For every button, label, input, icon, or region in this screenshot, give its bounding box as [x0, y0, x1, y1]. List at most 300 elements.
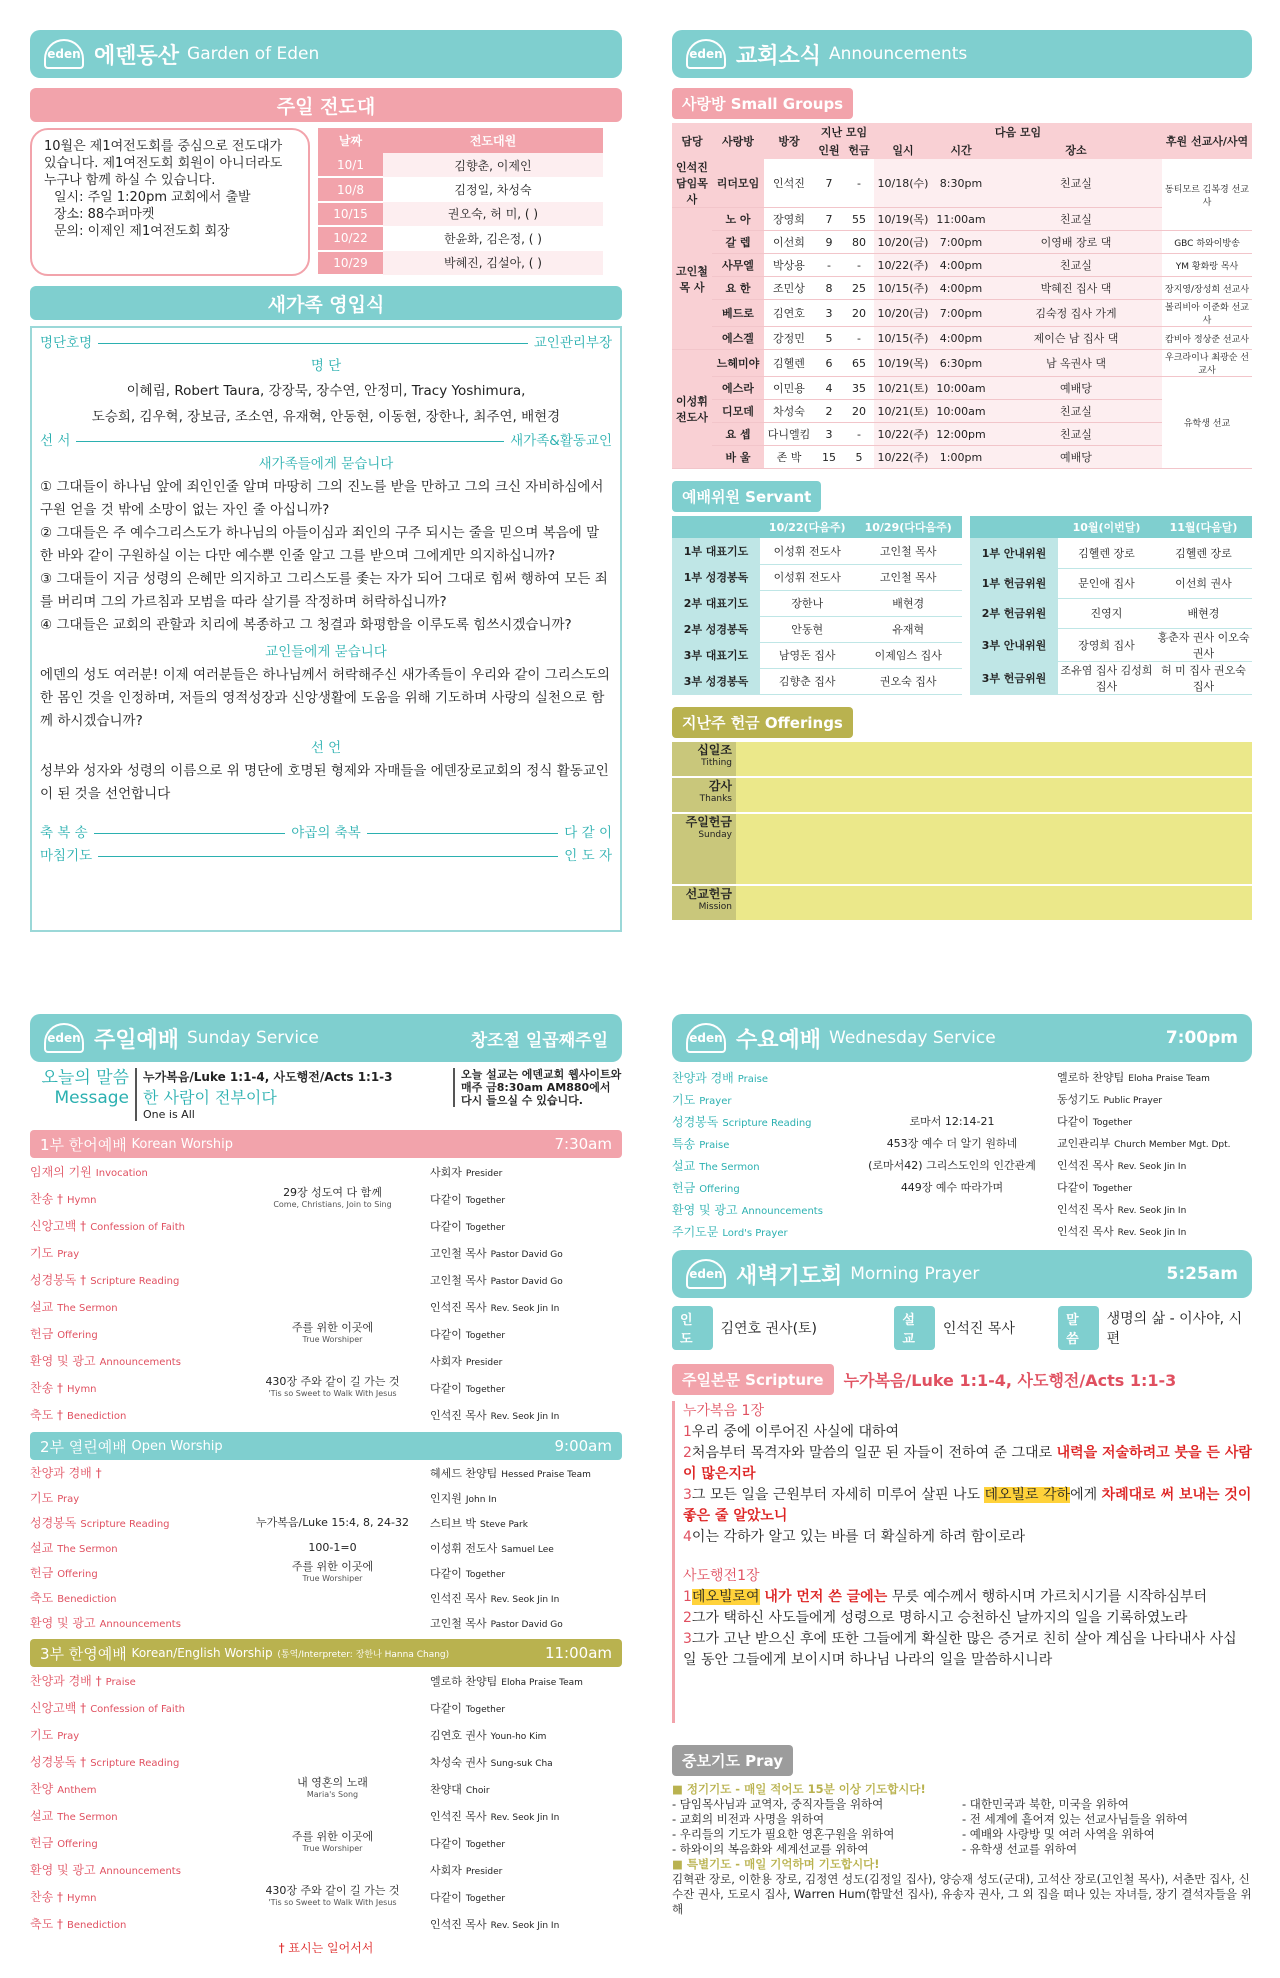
worship-person	[430, 1490, 622, 1506]
worship-person	[430, 1727, 622, 1743]
worship-item-kr: 성경봉독 †	[30, 1273, 87, 1287]
worship-item	[30, 1564, 235, 1581]
worship-person-en: Rev. Seok Jin In	[490, 1594, 560, 1605]
worship-person-kr: 인석진 목사	[430, 1591, 487, 1605]
announcements-section	[672, 30, 1252, 922]
wed-item-kr: 환영 및 광고	[672, 1202, 738, 1217]
groups-cell: 6	[825, 356, 833, 370]
worship-row	[30, 1829, 622, 1856]
verse-text: 그가 택하신 사도들에게 성령으로 명하시고 승천하신 날까지의 일을 기록하였노라	[691, 1610, 1188, 1626]
wed-item	[672, 1113, 847, 1130]
worship-item-kr: 찬양	[30, 1782, 54, 1796]
worship-detail-en: Come, Christians, Join to Sing	[273, 1199, 392, 1209]
offer-label	[672, 886, 736, 920]
groups-cell: 10/21(토)	[874, 377, 932, 400]
worship-person-kr: 다같이	[430, 1219, 462, 1233]
worship-item-en: Confession of Faith	[90, 1704, 185, 1715]
servant-cell: 1부 안내위원	[970, 538, 1058, 568]
sunday-service-section	[30, 1014, 622, 1956]
groups-sponsor: GBC 하와이방송	[1174, 238, 1240, 249]
worship-item-kr: 신앙고백 †	[30, 1701, 87, 1715]
scripture-book-1: 누가복음 1장	[683, 1403, 764, 1419]
worship-person	[430, 1515, 622, 1531]
wed-item-kr: 찬양과 경배	[672, 1070, 734, 1085]
worship-item-en: Benediction	[67, 1411, 127, 1422]
acts-verse-2	[683, 1608, 1252, 1629]
groups-cell: 5	[855, 450, 863, 464]
sunday-title-en: Sunday Service	[187, 1028, 319, 1048]
verse-highlight: 차례대로 써 보내는 것이 좋은 줄 알았노니	[683, 1487, 1252, 1524]
servant-cell: 홍춘자 권사 이오숙 권사	[1157, 630, 1250, 660]
wed-detail: 로마서 12:14-21	[909, 1115, 995, 1128]
groups-cell: 에스라	[712, 377, 764, 400]
worship-item-en: Pray	[57, 1249, 80, 1260]
offer-value	[736, 742, 1252, 776]
verse-number: 4	[683, 1529, 692, 1545]
worship-person-kr: 다같이	[430, 1192, 462, 1206]
servant-cell: 2부 헌금위원	[970, 598, 1058, 628]
groups-cell: 10/22(주)	[874, 446, 932, 469]
worship-person	[430, 1218, 622, 1234]
newfam-right-2: 새가족&활동교인	[510, 433, 612, 449]
worship-person	[430, 1245, 622, 1261]
worship-row	[30, 1485, 622, 1510]
worship-item	[30, 1589, 235, 1606]
w2-en: Open Worship	[131, 1438, 223, 1454]
worship-item-en: Offering	[57, 1839, 98, 1850]
groups-cell: 10/18(수)	[874, 159, 932, 208]
dawn-title-kr: 새벽기도회	[736, 1263, 843, 1289]
scripture-ref: 누가복음/Luke 1:1-4, 사도행전/Acts 1:1-3	[843, 1371, 1177, 1390]
worship-item-en: Pray	[57, 1731, 80, 1742]
w2-list	[30, 1460, 622, 1635]
groups-cell: 친교실	[990, 159, 1162, 208]
wed-person	[1057, 1069, 1252, 1085]
wed-person-en: Rev. Seok Jin In	[1117, 1206, 1187, 1216]
worship-item	[30, 1298, 235, 1315]
worship-person-kr: 사회자	[430, 1165, 462, 1179]
verse-text: 처음부터 목격자와 말씀의 일꾼 된 자들이 전하여 준 그대로	[691, 1445, 1057, 1461]
worship-detail-kr: 430장 주와 같이 길 가는 것	[265, 1883, 400, 1897]
worship-item	[30, 1672, 235, 1689]
newfam-q2: 에덴의 성도 여러분! 이제 여러분들은 하나님께서 허락해주신 새가족들이 우리와 같이 그리스도의 한 몸인 것을 인정하며, 저들의 영적성장과 신앙생활에 도움을 위해 기도하며 사랑의 실천으로 함께 하시겠습니까?	[40, 667, 610, 729]
worship-row	[30, 1293, 622, 1320]
wed-item-kr: 주기도문	[672, 1224, 719, 1239]
dawn-label-word: 말씀	[1058, 1306, 1099, 1350]
worship-person-en: Choir	[465, 1785, 490, 1796]
newfam-label-1: 명단호명	[40, 335, 93, 351]
wed-header	[672, 1014, 1252, 1062]
servant-row	[970, 538, 1252, 568]
worship-detail-en: True Worshiper	[302, 1334, 363, 1344]
wed-detail: 449장 예수 따라가며	[900, 1181, 1004, 1194]
worship-detail-en: 'Tis so Sweet to Walk With Jesus	[268, 1897, 397, 1907]
newfam-footer-l2: 마침기도	[40, 848, 93, 864]
wed-person-kr: 인석진 목사	[1057, 1203, 1114, 1216]
worship-detail-kr: 29장 성도여 다 함께	[283, 1185, 382, 1199]
servant-row	[672, 590, 962, 616]
servant-h-after: 10/29(다다음주)	[864, 521, 952, 534]
groups-sponsor: 동티모르 김복경 선교사	[1165, 184, 1249, 208]
dawn-lead: 김연호 권사(토)	[720, 1321, 818, 1337]
groups-cell: 3	[825, 427, 833, 441]
worship-item-kr: 헌금	[30, 1327, 54, 1341]
worship-item-en: Benediction	[57, 1594, 117, 1605]
offer-row	[672, 742, 1252, 778]
weekday-section	[672, 1014, 1252, 1917]
wed-person-en: Eloha Praise Team	[1128, 1074, 1210, 1084]
wed-row	[672, 1110, 1252, 1132]
worship-item-kr: 기도	[30, 1246, 54, 1260]
worship-person	[430, 1191, 622, 1207]
servant-title: 예배위원 Servant	[672, 481, 821, 512]
groups-cell: 요 한	[712, 277, 764, 300]
groups-h-last: 지난 모임	[820, 126, 868, 139]
groups-sponsor: 장지영/장성희 선교사	[1164, 284, 1250, 295]
worship-item-en: Anthem	[57, 1785, 97, 1796]
newfam-question: ③ 그대들이 지금 성령의 은혜만 의지하고 그리스도를 좇는 자가 되어 그대로 힘써 행하여 모든 죄를 버리며 그의 가르침과 모범을 따라 살기를 작정하며 허락하십니까?	[40, 571, 608, 610]
wed-list	[672, 1066, 1252, 1242]
worship-person	[430, 1835, 622, 1851]
newfam-q3-title: 선 언	[310, 740, 342, 756]
servant-cell: 3부 안내위원	[970, 628, 1058, 661]
worship-person-kr: 다같이	[430, 1836, 462, 1850]
worship-row	[30, 1212, 622, 1239]
worship-person	[430, 1754, 622, 1770]
worship-detail-kr: 주를 위한 이곳에	[291, 1829, 374, 1843]
newfam-sub-list: 명 단	[310, 358, 342, 374]
groups-sponsor: 캄비아 정상준 선교사	[1165, 334, 1249, 345]
garden-of-eden-section	[30, 30, 622, 932]
worship-person-kr: 고인철 목사	[430, 1273, 487, 1287]
worship-person-en: Pastor David Go	[490, 1619, 563, 1630]
groups-cell: 리더모임	[712, 159, 764, 208]
worship-row	[30, 1883, 622, 1910]
scripture-header	[672, 1364, 1252, 1395]
worship-person-kr: 인석진 목사	[430, 1408, 487, 1422]
worship-person-en: Presider	[465, 1866, 503, 1877]
wed-item-kr: 기도	[672, 1092, 696, 1107]
worship-item-en: Scripture Reading	[90, 1276, 180, 1287]
worship-item-kr: 축도	[30, 1591, 54, 1605]
groups-cell: 느헤미야	[712, 350, 764, 377]
worship-row	[30, 1460, 622, 1485]
worship-person	[430, 1465, 622, 1481]
worship-item	[30, 1514, 235, 1531]
servant-cell: 1부 성경봉독	[672, 564, 760, 590]
message-sub: One is All	[143, 1108, 195, 1121]
worship-item-kr: 찬송 †	[30, 1192, 63, 1206]
verse-number: 2	[683, 1445, 692, 1461]
worship-detail-en: Maria's Song	[306, 1789, 359, 1799]
worship-detail-kr: 100-1=0	[308, 1540, 357, 1554]
acts-verse-3	[683, 1629, 1252, 1671]
groups-cell: 65	[852, 356, 866, 370]
wed-item	[672, 1069, 847, 1086]
groups-row	[672, 159, 1252, 208]
worship-person-en: Sung-suk Cha	[490, 1758, 553, 1769]
servant-row	[970, 661, 1252, 694]
w1-time: 7:30am	[554, 1135, 612, 1153]
groups-cell: 에스겔	[712, 327, 764, 350]
worship-person-en: Rev. Seok Jin In	[490, 1411, 560, 1422]
worship-detail	[235, 1561, 430, 1585]
evangel-row	[318, 202, 603, 226]
evangel-date: 10/1	[318, 153, 383, 177]
worship-row	[30, 1185, 622, 1212]
groups-cell: 이민용	[773, 382, 805, 395]
worship-person-en: Rev. Seok Jin In	[490, 1812, 560, 1823]
newfam-footer-l1: 축 복 송	[40, 825, 88, 841]
groups-cell: 친교실	[990, 423, 1162, 446]
worship-detail	[235, 1517, 430, 1529]
worship-detail-en: True Worshiper	[302, 1573, 363, 1583]
groups-table	[672, 123, 1252, 469]
groups-cell: 35	[852, 381, 866, 395]
sunday-title-kr: 주일예배	[94, 1027, 180, 1053]
servant-cell: 고인철 목사	[879, 571, 937, 584]
servant-h-next: 10/22(다음주)	[768, 521, 846, 534]
worship-person-en: Youn-ho Kim	[490, 1731, 547, 1742]
worship-item-en: Hymn	[67, 1195, 97, 1206]
servant-row	[672, 642, 962, 668]
worship-detail	[235, 1885, 430, 1909]
worship-person-kr: 찬양대	[430, 1782, 462, 1796]
groups-cell: 10/20(금)	[874, 231, 932, 254]
w1-title: 1부 한어예배	[40, 1135, 127, 1154]
wed-person-en: Together	[1092, 1184, 1133, 1194]
worship-item-en: The Sermon	[57, 1544, 118, 1555]
worship-row	[30, 1239, 622, 1266]
wed-person-kr: 다같이	[1057, 1115, 1089, 1128]
groups-cell: 차성숙	[773, 405, 805, 418]
worship-person-kr: 다같이	[430, 1381, 462, 1395]
sunday-season: 창조절 일곱째주일	[470, 1030, 608, 1051]
groups-cell: 15	[822, 450, 836, 464]
wed-detail: 453장 예수 더 알기 원하네	[886, 1137, 1018, 1150]
worship-person	[430, 1673, 622, 1689]
groups-cell: 10/20(금)	[874, 300, 932, 327]
w3-en: Korean/English Worship	[131, 1646, 273, 1660]
worship-item-en: Pray	[57, 1494, 80, 1505]
groups-cell: 10/19(목)	[874, 208, 932, 231]
worship-item-en: Announcements	[99, 1357, 181, 1368]
groups-cell: 10/22(주)	[874, 423, 932, 446]
worship-row	[30, 1560, 622, 1585]
evangel-date: 10/8	[318, 177, 383, 201]
message-label-en: Message	[54, 1088, 129, 1108]
wed-person	[1057, 1179, 1252, 1195]
groups-cell: 4:00pm	[932, 254, 990, 277]
wed-item	[672, 1157, 847, 1174]
worship-person	[430, 1272, 622, 1288]
wed-row	[672, 1154, 1252, 1176]
sunday-logo-icon: eden	[44, 1023, 84, 1053]
groups-cell: 김숙정 집사 가게	[990, 300, 1162, 327]
groups-cell: 친교실	[990, 400, 1162, 423]
servant-cell: 1부 헌금위원	[970, 568, 1058, 598]
worship-detail	[235, 1187, 430, 1211]
groups-cell: 김연호	[773, 307, 805, 320]
wed-item-kr: 설교	[672, 1158, 696, 1173]
verse-number: 2	[683, 1610, 692, 1626]
worship-item-en: Praise	[105, 1677, 136, 1688]
scripture-text	[672, 1401, 1252, 1723]
wed-item	[672, 1135, 847, 1152]
servant-cell: 김혤렌 장로	[1078, 546, 1135, 560]
newfam-footer-m1: 야곱의 축복	[291, 825, 361, 841]
groups-sponsor: 우크라이나 최광순 선교사	[1165, 353, 1249, 376]
ann-logo-icon: eden	[686, 39, 726, 69]
worship-item	[30, 1807, 235, 1824]
evangel-members: 김향춘, 이제인	[383, 153, 603, 177]
worship-item	[30, 1699, 235, 1716]
servant-cell: 2부 성경봉독	[672, 616, 760, 642]
worship-row	[30, 1856, 622, 1883]
groups-cell: 5	[825, 331, 833, 345]
evangel-row	[318, 251, 603, 275]
servant-cell: 배현경	[892, 597, 925, 610]
worship-person-en: Together	[465, 1195, 506, 1206]
worship-person-kr: 다같이	[430, 1566, 462, 1580]
worship-person-kr: 고인철 목사	[430, 1616, 487, 1630]
newfam-title: 새가족 영입식	[30, 286, 622, 320]
worship-person-kr: 인석진 목사	[430, 1917, 487, 1931]
servant-cell: 김혤렌 장로	[1175, 546, 1232, 560]
groups-cell: 7:00pm	[932, 300, 990, 327]
worship-person-en: Together	[465, 1893, 506, 1904]
groups-title: 사랑방 Small Groups	[672, 88, 853, 119]
wed-person-en: Together	[1092, 1118, 1133, 1128]
groups-cell: 2	[825, 404, 833, 418]
pray-special-list: 김혁관 장로, 이한용 장로, 김정연 성도(김정일 집사), 양승재 성도(군대), 고석산 장로(고인철 목사), 서춘만 집사, 신수잔 권사, 도로시 집사, Warren Hum(함말선 집사), 유송자 권사, 그 외 집을 떠나 있는 자녀들, 장기 결석자들을 위해	[672, 1872, 1252, 1916]
groups-cell: 10/15(주)	[874, 277, 932, 300]
worship-person-kr: 이성휘 전도사	[430, 1541, 498, 1555]
groups-cell: 노 아	[712, 208, 764, 231]
worship-item	[30, 1726, 235, 1743]
worship-item-en: Invocation	[95, 1168, 148, 1179]
pray-item: - 대한민국과 북한, 미국을 위하여	[962, 1797, 1129, 1811]
verse-text: 에게	[1070, 1487, 1102, 1503]
groups-cell: 요 셉	[712, 423, 764, 446]
worship-person-kr: 다같이	[430, 1890, 462, 1904]
w3-list	[30, 1667, 622, 1937]
worship-person-en: Together	[465, 1704, 506, 1715]
evangel-members: 권오숙, 허 미, ( )	[383, 202, 603, 226]
offer-label-kr: 선교헌금	[685, 886, 732, 901]
wed-item	[672, 1179, 847, 1196]
groups-cell: 8:30pm	[932, 159, 990, 208]
newfam-box	[30, 326, 622, 932]
evangel-date: 10/29	[318, 251, 383, 275]
groups-row	[672, 377, 1252, 400]
worship-person	[430, 1615, 622, 1631]
wed-person-en: Rev. Seok Jin In	[1117, 1228, 1187, 1238]
worship-item	[30, 1614, 235, 1631]
servant-h-next-month: 11월(다음달)	[1169, 521, 1238, 534]
wed-person-en: Rev. Seok Jin In	[1117, 1162, 1187, 1172]
servant-row	[672, 538, 962, 564]
worship-item	[30, 1915, 235, 1932]
evangel-info	[30, 128, 310, 276]
worship-item	[30, 1464, 235, 1481]
pray-item: - 하와이의 복음화와 세계선교를 위하여	[672, 1842, 869, 1856]
servant-cell: 조유염 집사 김성희 집사	[1060, 663, 1153, 693]
wed-person-kr: 동성기도	[1057, 1093, 1100, 1106]
worship-person	[430, 1407, 622, 1423]
worship-person-kr: 다같이	[430, 1327, 462, 1341]
worship-person-en: Together	[465, 1384, 506, 1395]
worship-detail	[235, 1831, 430, 1855]
newfam-footer-r1: 다 같 이	[564, 825, 612, 841]
worship-person-kr: 사회자	[430, 1354, 462, 1368]
groups-cell: 갈 렙	[712, 231, 764, 254]
message-box	[30, 1068, 622, 1124]
worship-person-en: Rev. Seok Jin In	[490, 1303, 560, 1314]
pray-list-right	[962, 1797, 1188, 1857]
worship-item	[30, 1834, 235, 1851]
groups-cell: 10/15(주)	[874, 327, 932, 350]
worship-row	[30, 1802, 622, 1829]
wed-item	[672, 1091, 847, 1108]
wed-item-en: Praise	[737, 1073, 769, 1085]
groups-cell: 4:00pm	[932, 327, 990, 350]
worship-person-en: Together	[465, 1569, 506, 1580]
pray-item: - 우리들의 기도가 필요한 영혼구원을 위하여	[672, 1827, 895, 1841]
wed-item-kr: 특송	[672, 1136, 696, 1151]
worship-item-kr: 찬송 †	[30, 1890, 63, 1904]
worship-person	[430, 1380, 622, 1396]
newfam-name-line: 이혜림, Robert Taura, 강장묵, 장수연, 안정미, Tracy Yoshimura,	[126, 383, 526, 399]
groups-row	[672, 350, 1252, 377]
eden-logo-icon: eden	[44, 39, 84, 69]
wed-person-en: Church Member Mgt. Dpt.	[1114, 1140, 1231, 1150]
luke-verse-3	[683, 1485, 1252, 1527]
groups-cell: 인석진	[773, 177, 805, 190]
groups-h-room: 사랑방	[722, 135, 754, 148]
dawn-header	[672, 1250, 1252, 1298]
wed-person-kr: 다같이	[1057, 1181, 1089, 1194]
groups-cell: -	[857, 331, 861, 345]
servant-row	[672, 564, 962, 590]
offer-label-en: Sunday	[698, 829, 732, 840]
servant-cell: 고인철 목사	[879, 544, 937, 558]
worship-person-en: Together	[465, 1330, 506, 1341]
dawn-word: 생명의 삶 - 이사야, 시편	[1106, 1311, 1243, 1347]
offer-label-kr: 주일헌금	[685, 814, 732, 829]
worship-item-en: Offering	[57, 1330, 98, 1341]
servant-row	[970, 628, 1252, 661]
groups-leader: 이성휘 전도사	[672, 350, 712, 469]
groups-row	[672, 277, 1252, 300]
wed-person	[1057, 1113, 1252, 1129]
worship-person-kr: 김연호 권사	[430, 1728, 487, 1742]
evangel-date: 10/15	[318, 202, 383, 226]
offer-title: 지난주 헌금 Offerings	[672, 707, 853, 738]
servant-row	[672, 668, 962, 694]
wed-item-en: Praise	[699, 1139, 730, 1151]
pray-item: - 유학생 선교를 위하여	[962, 1842, 1078, 1856]
wed-title-en: Wednesday Service	[829, 1028, 996, 1048]
worship-row	[30, 1266, 622, 1293]
worship-item-kr: 성경봉독	[30, 1516, 77, 1530]
servant-cell: 장한나	[791, 597, 824, 610]
newfam-q1-title: 새가족들에게 묻습니다	[258, 456, 394, 472]
evangel-table	[318, 128, 603, 276]
groups-cell: 이선희	[773, 236, 805, 249]
servant-cell: 진영지	[1090, 607, 1123, 620]
groups-cell: 예배당	[990, 446, 1162, 469]
